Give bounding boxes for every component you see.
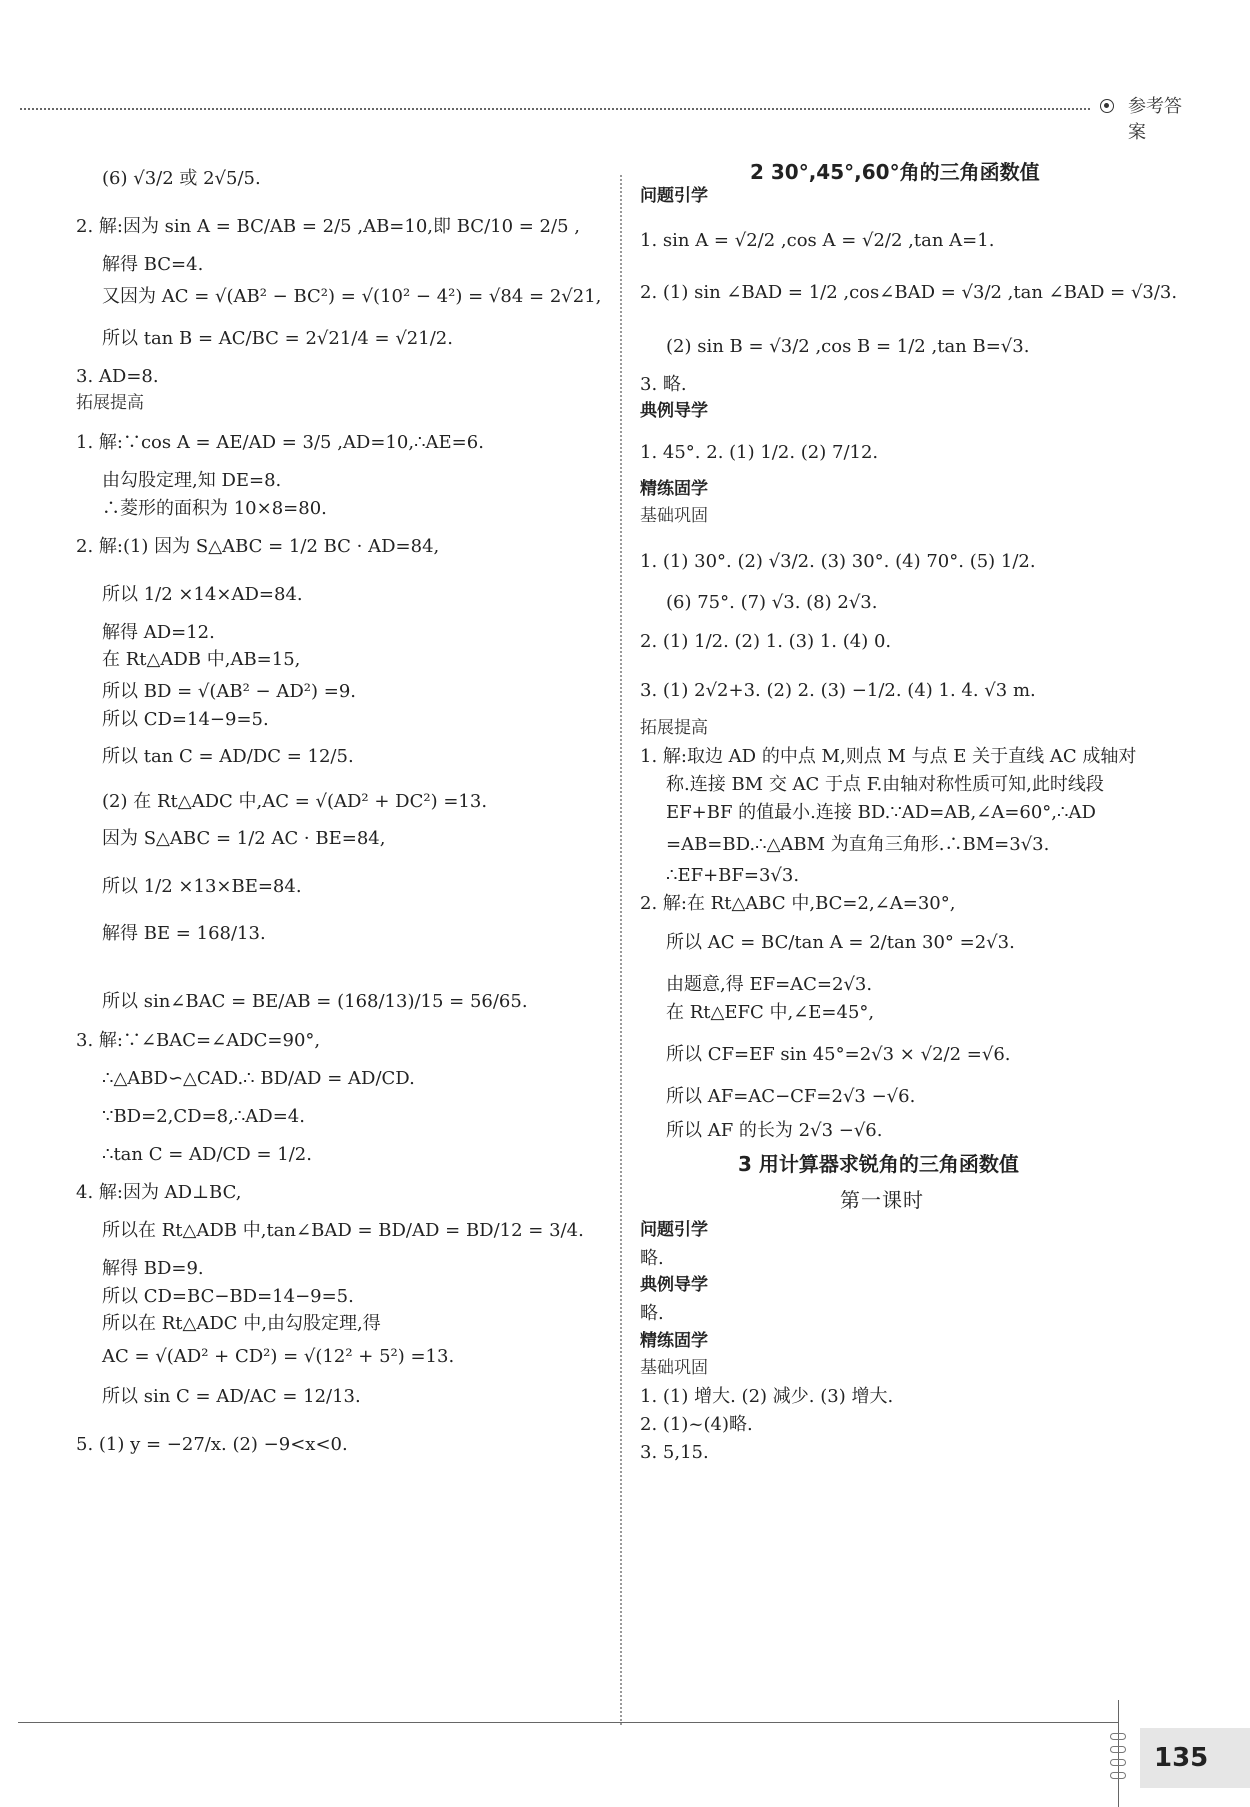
text-line: 2. 解:因为 sin A = BC/AB = 2/5 ,AB=10,即 BC/10 = 2/5 , (76, 216, 580, 237)
text-line: 3. AD=8. (76, 366, 159, 387)
section-label: 典例导学 (640, 401, 708, 421)
text-line: 由题意,得 EF=AC=2√3. (666, 974, 873, 995)
text-line: 所以在 Rt△ADB 中,tan∠BAD = BD/AD = BD/12 = 3/4. (102, 1220, 584, 1241)
text-line: 2. (1) sin ∠BAD = 1/2 ,cos∠BAD = √3/2 ,tan ∠BAD = √3/3. (640, 282, 1178, 303)
text-line: 3. 略. (640, 374, 687, 395)
text-line: 所以 sin∠BAC = BE/AB = (168/13)/15 = 56/65. (102, 991, 528, 1012)
text-line: ∵BD=2,CD=8,∴AD=4. (102, 1106, 305, 1127)
text-line: 略. (640, 1248, 664, 1269)
text-line: 所以 AF=AC−CF=2√3 −√6. (666, 1086, 916, 1107)
header-dotted-rule (20, 108, 1090, 110)
text-line: 在 Rt△EFC 中,∠E=45°, (666, 1002, 875, 1023)
text-line: ∴△ABD∽△CAD.∴ BD/AD = AD/CD. (102, 1068, 415, 1089)
text-line: 1. 45°. 2. (1) 1/2. (2) 7/12. (640, 442, 879, 463)
header-bullet-icon (1100, 99, 1114, 113)
text-line: (2) sin B = √3/2 ,cos B = 1/2 ,tan B=√3. (666, 336, 1030, 357)
text-line: ∴菱形的面积为 10×8=80. (102, 498, 327, 519)
text-line: 称.连接 BM 交 AC 于点 F.由轴对称性质可知,此时线段 (666, 774, 1104, 795)
text-line: 所以 BD = √(AB² − AD²) =9. (102, 681, 357, 702)
text-line: 3. 解:∵∠BAC=∠ADC=90°, (76, 1030, 321, 1051)
text-line: (2) 在 Rt△ADC 中,AC = √(AD² + DC²) =13. (102, 791, 488, 812)
text-line: 所以 AF 的长为 2√3 −√6. (666, 1120, 883, 1141)
text-line: 2. 解:(1) 因为 S△ABC = 1/2 BC · AD=84, (76, 536, 440, 557)
subsection-label: 拓展提高 (76, 393, 144, 413)
text-line: 1. sin A = √2/2 ,cos A = √2/2 ,tan A=1. (640, 230, 995, 251)
text-line: 1. (1) 增大. (2) 减少. (3) 增大. (640, 1386, 894, 1407)
text-line: 2. 解:在 Rt△ABC 中,BC=2,∠A=30°, (640, 893, 956, 914)
text-line: 3. 5,15. (640, 1442, 709, 1463)
subsection-label: 基础巩固 (640, 506, 708, 526)
text-line: 所以 tan B = AC/BC = 2√21/4 = √21/2. (102, 328, 453, 349)
header-title: 参考答案 (1128, 96, 1182, 143)
text-line: 5. (1) y = −27/x. (2) −9<x<0. (76, 1434, 348, 1455)
footer-rule (18, 1722, 1118, 1723)
text-line: 1. (1) 30°. (2) √3/2. (3) 30°. (4) 70°. (5) 1/2. (640, 551, 1036, 572)
page-number: 135 (1140, 1728, 1250, 1788)
section-label: 精练固学 (640, 1331, 708, 1351)
text-line: 所以 1/2 ×14×AD=84. (102, 584, 303, 605)
section-label: 精练固学 (640, 479, 708, 499)
text-line: 所以 CF=EF sin 45°=2√3 × √2/2 =√6. (666, 1044, 1011, 1065)
text-line: 1. 解:∵cos A = AE/AD = 3/5 ,AD=10,∴AE=6. (76, 432, 484, 453)
text-line: 所以 AC = BC/tan A = 2/tan 30° =2√3. (666, 932, 1015, 953)
text-line: 所以 CD=BC−BD=14−9=5. (102, 1286, 354, 1307)
section-heading: 2 30°,45°,60°角的三角函数值 (750, 160, 1040, 184)
text-line: 所以 tan C = AD/DC = 12/5. (102, 746, 354, 767)
section-label: 问题引学 (640, 186, 708, 206)
lesson-title: 第一课时 (840, 1188, 924, 1212)
column-separator (620, 175, 622, 1725)
text-line: 解得 AD=12. (102, 622, 215, 643)
text-line: 2. (1)~(4)略. (640, 1414, 753, 1435)
section-label: 问题引学 (640, 1220, 708, 1240)
text-line: 在 Rt△ADB 中,AB=15, (102, 649, 301, 670)
subsection-label: 基础巩固 (640, 1358, 708, 1378)
text-line: AC = √(AD² + CD²) = √(12² + 5²) =13. (102, 1346, 455, 1367)
subsection-label: 拓展提高 (640, 718, 708, 738)
text-line: 1. 解:取边 AD 的中点 M,则点 M 与点 E 关于直线 AC 成轴对 (640, 746, 1137, 767)
text-line: 略. (640, 1303, 664, 1324)
text-line: 所以 1/2 ×13×BE=84. (102, 876, 302, 897)
text-line: ∴tan C = AD/CD = 1/2. (102, 1144, 312, 1165)
text-line: 由勾股定理,知 DE=8. (102, 470, 282, 491)
text-line: =AB=BD.∴△ABM 为直角三角形.∴BM=3√3. (666, 834, 1050, 855)
text-line: (6) √3/2 或 2√5/5. (102, 168, 261, 189)
section-heading: 3 用计算器求锐角的三角函数值 (738, 1152, 1019, 1176)
text-line: 3. (1) 2√2+3. (2) 2. (3) −1/2. (4) 1. 4. √3 m. (640, 680, 1036, 701)
text-line: 又因为 AC = √(AB² − BC²) = √(10² − 4²) = √84 = 2√21, (102, 286, 602, 307)
text-line: 所以在 Rt△ADC 中,由勾股定理,得 (102, 1313, 381, 1334)
text-line: 所以 CD=14−9=5. (102, 709, 269, 730)
section-label: 典例导学 (640, 1275, 708, 1295)
text-line: 因为 S△ABC = 1/2 AC · BE=84, (102, 828, 386, 849)
page-header (20, 86, 1190, 143)
text-line: 所以 sin C = AD/AC = 12/13. (102, 1386, 361, 1407)
text-line: 4. 解:因为 AD⊥BC, (76, 1182, 242, 1203)
text-line: ∴EF+BF=3√3. (666, 865, 800, 886)
text-line: 解得 BD=9. (102, 1258, 204, 1279)
text-line: (6) 75°. (7) √3. (8) 2√3. (666, 592, 878, 613)
text-line: EF+BF 的值最小.连接 BD.∵AD=AB,∠A=60°,∴AD (666, 802, 1096, 823)
binding-rings-icon (1110, 1733, 1126, 1793)
text-line: 解得 BE = 168/13. (102, 923, 266, 944)
text-line: 解得 BC=4. (102, 254, 204, 275)
text-line: 2. (1) 1/2. (2) 1. (3) 1. (4) 0. (640, 631, 892, 652)
